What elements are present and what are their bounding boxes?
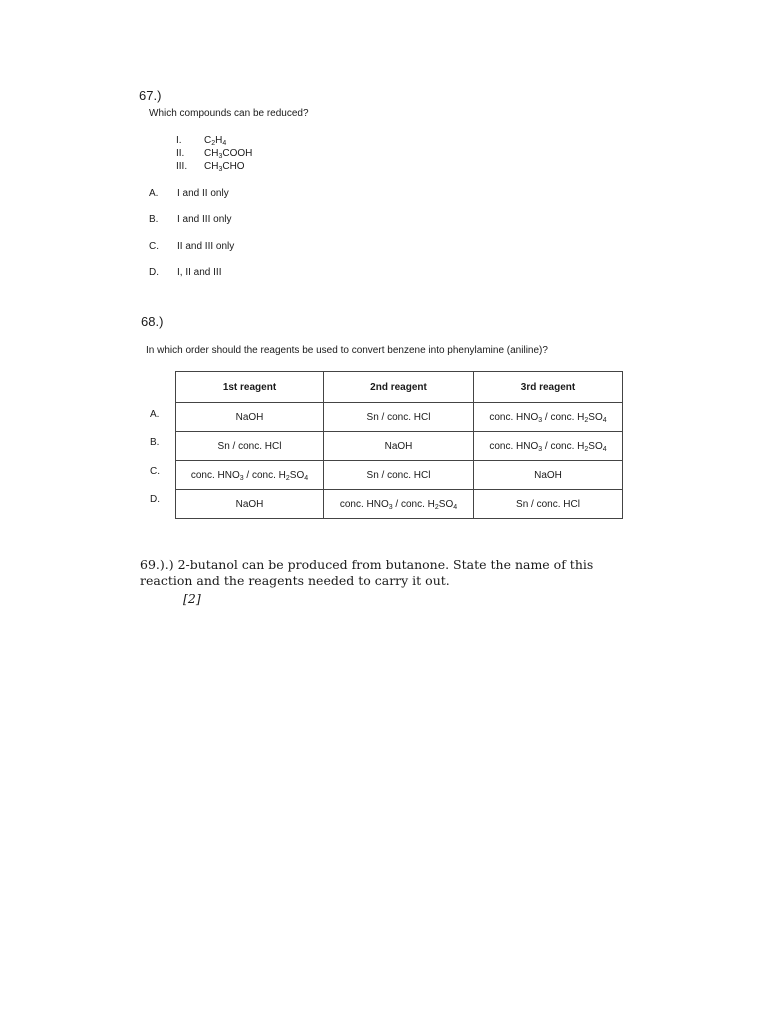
header-1st-reagent: 1st reagent xyxy=(176,372,324,403)
question-69-line-1: 69.).) 2-butanol can be produced from butanone. State the name of this xyxy=(140,557,594,572)
question-68-number: 68.) xyxy=(141,314,164,329)
compound-numeral-3: III. xyxy=(176,161,188,172)
cell-sn-hcl: Sn / conc. HCl xyxy=(324,403,474,432)
compound-formula-2: $CH_3COOH$ xyxy=(204,148,253,160)
option-text-d: I, II and III xyxy=(177,267,222,278)
row-letter-a: A. xyxy=(150,409,160,420)
cell-naoh: NaOH xyxy=(176,490,324,519)
question-69-marks: [2] xyxy=(183,591,201,606)
table-row xyxy=(176,490,623,519)
option-letter-b: B. xyxy=(149,214,159,225)
compound-formula-1: $C_2H_4$ xyxy=(204,135,227,147)
cell-sn-hcl: Sn / conc. HCl xyxy=(324,461,474,490)
option-letter-c: C. xyxy=(149,241,159,252)
cell-sn-hcl: Sn / conc. HCl xyxy=(474,490,623,519)
option-letter-a: A. xyxy=(149,188,159,199)
compound-numeral-2: II. xyxy=(176,148,185,159)
compound-numeral-1: I. xyxy=(176,135,182,146)
question-67-number: 67.) xyxy=(139,88,162,103)
cell-nitration-mix: conc. $HNO_3$ / conc. $H_2SO_4$ xyxy=(324,490,474,519)
table-row xyxy=(176,403,623,432)
cell-sn-hcl: Sn / conc. HCl xyxy=(176,432,324,461)
table-header-row xyxy=(176,372,623,403)
question-68-stem: In which order should the reagents be used to convert benzene into phenylamine (aniline)? xyxy=(146,345,548,356)
cell-naoh: NaOH xyxy=(324,432,474,461)
option-text-a: I and II only xyxy=(177,188,229,199)
cell-nitration-mix: conc. $HNO_3$ / conc. $H_2SO_4$ xyxy=(474,403,623,432)
row-letter-d: D. xyxy=(150,494,160,505)
row-letter-b: B. xyxy=(150,437,160,448)
question-69-line-2: reaction and the reagents needed to carry it out. xyxy=(140,573,450,588)
header-3rd-reagent: 3rd reagent xyxy=(474,372,623,403)
table-row xyxy=(176,461,623,490)
compound-formula-3: $CH_3CHO$ xyxy=(204,161,245,173)
header-2nd-reagent: 2nd reagent xyxy=(324,372,474,403)
cell-naoh: NaOH xyxy=(474,461,623,490)
cell-nitration-mix: conc. $HNO_3$ / conc. $H_2SO_4$ xyxy=(176,461,324,490)
table-row xyxy=(176,432,623,461)
cell-nitration-mix: conc. $HNO_3$ / conc. $H_2SO_4$ xyxy=(474,432,623,461)
cell-naoh: NaOH xyxy=(176,403,324,432)
reagent-table xyxy=(175,371,623,519)
option-text-c: II and III only xyxy=(177,241,235,252)
row-letter-c: C. xyxy=(150,466,160,477)
option-letter-d: D. xyxy=(149,267,159,278)
option-text-b: I and III only xyxy=(177,214,232,225)
question-67-stem: Which compounds can be reduced? xyxy=(149,108,309,119)
